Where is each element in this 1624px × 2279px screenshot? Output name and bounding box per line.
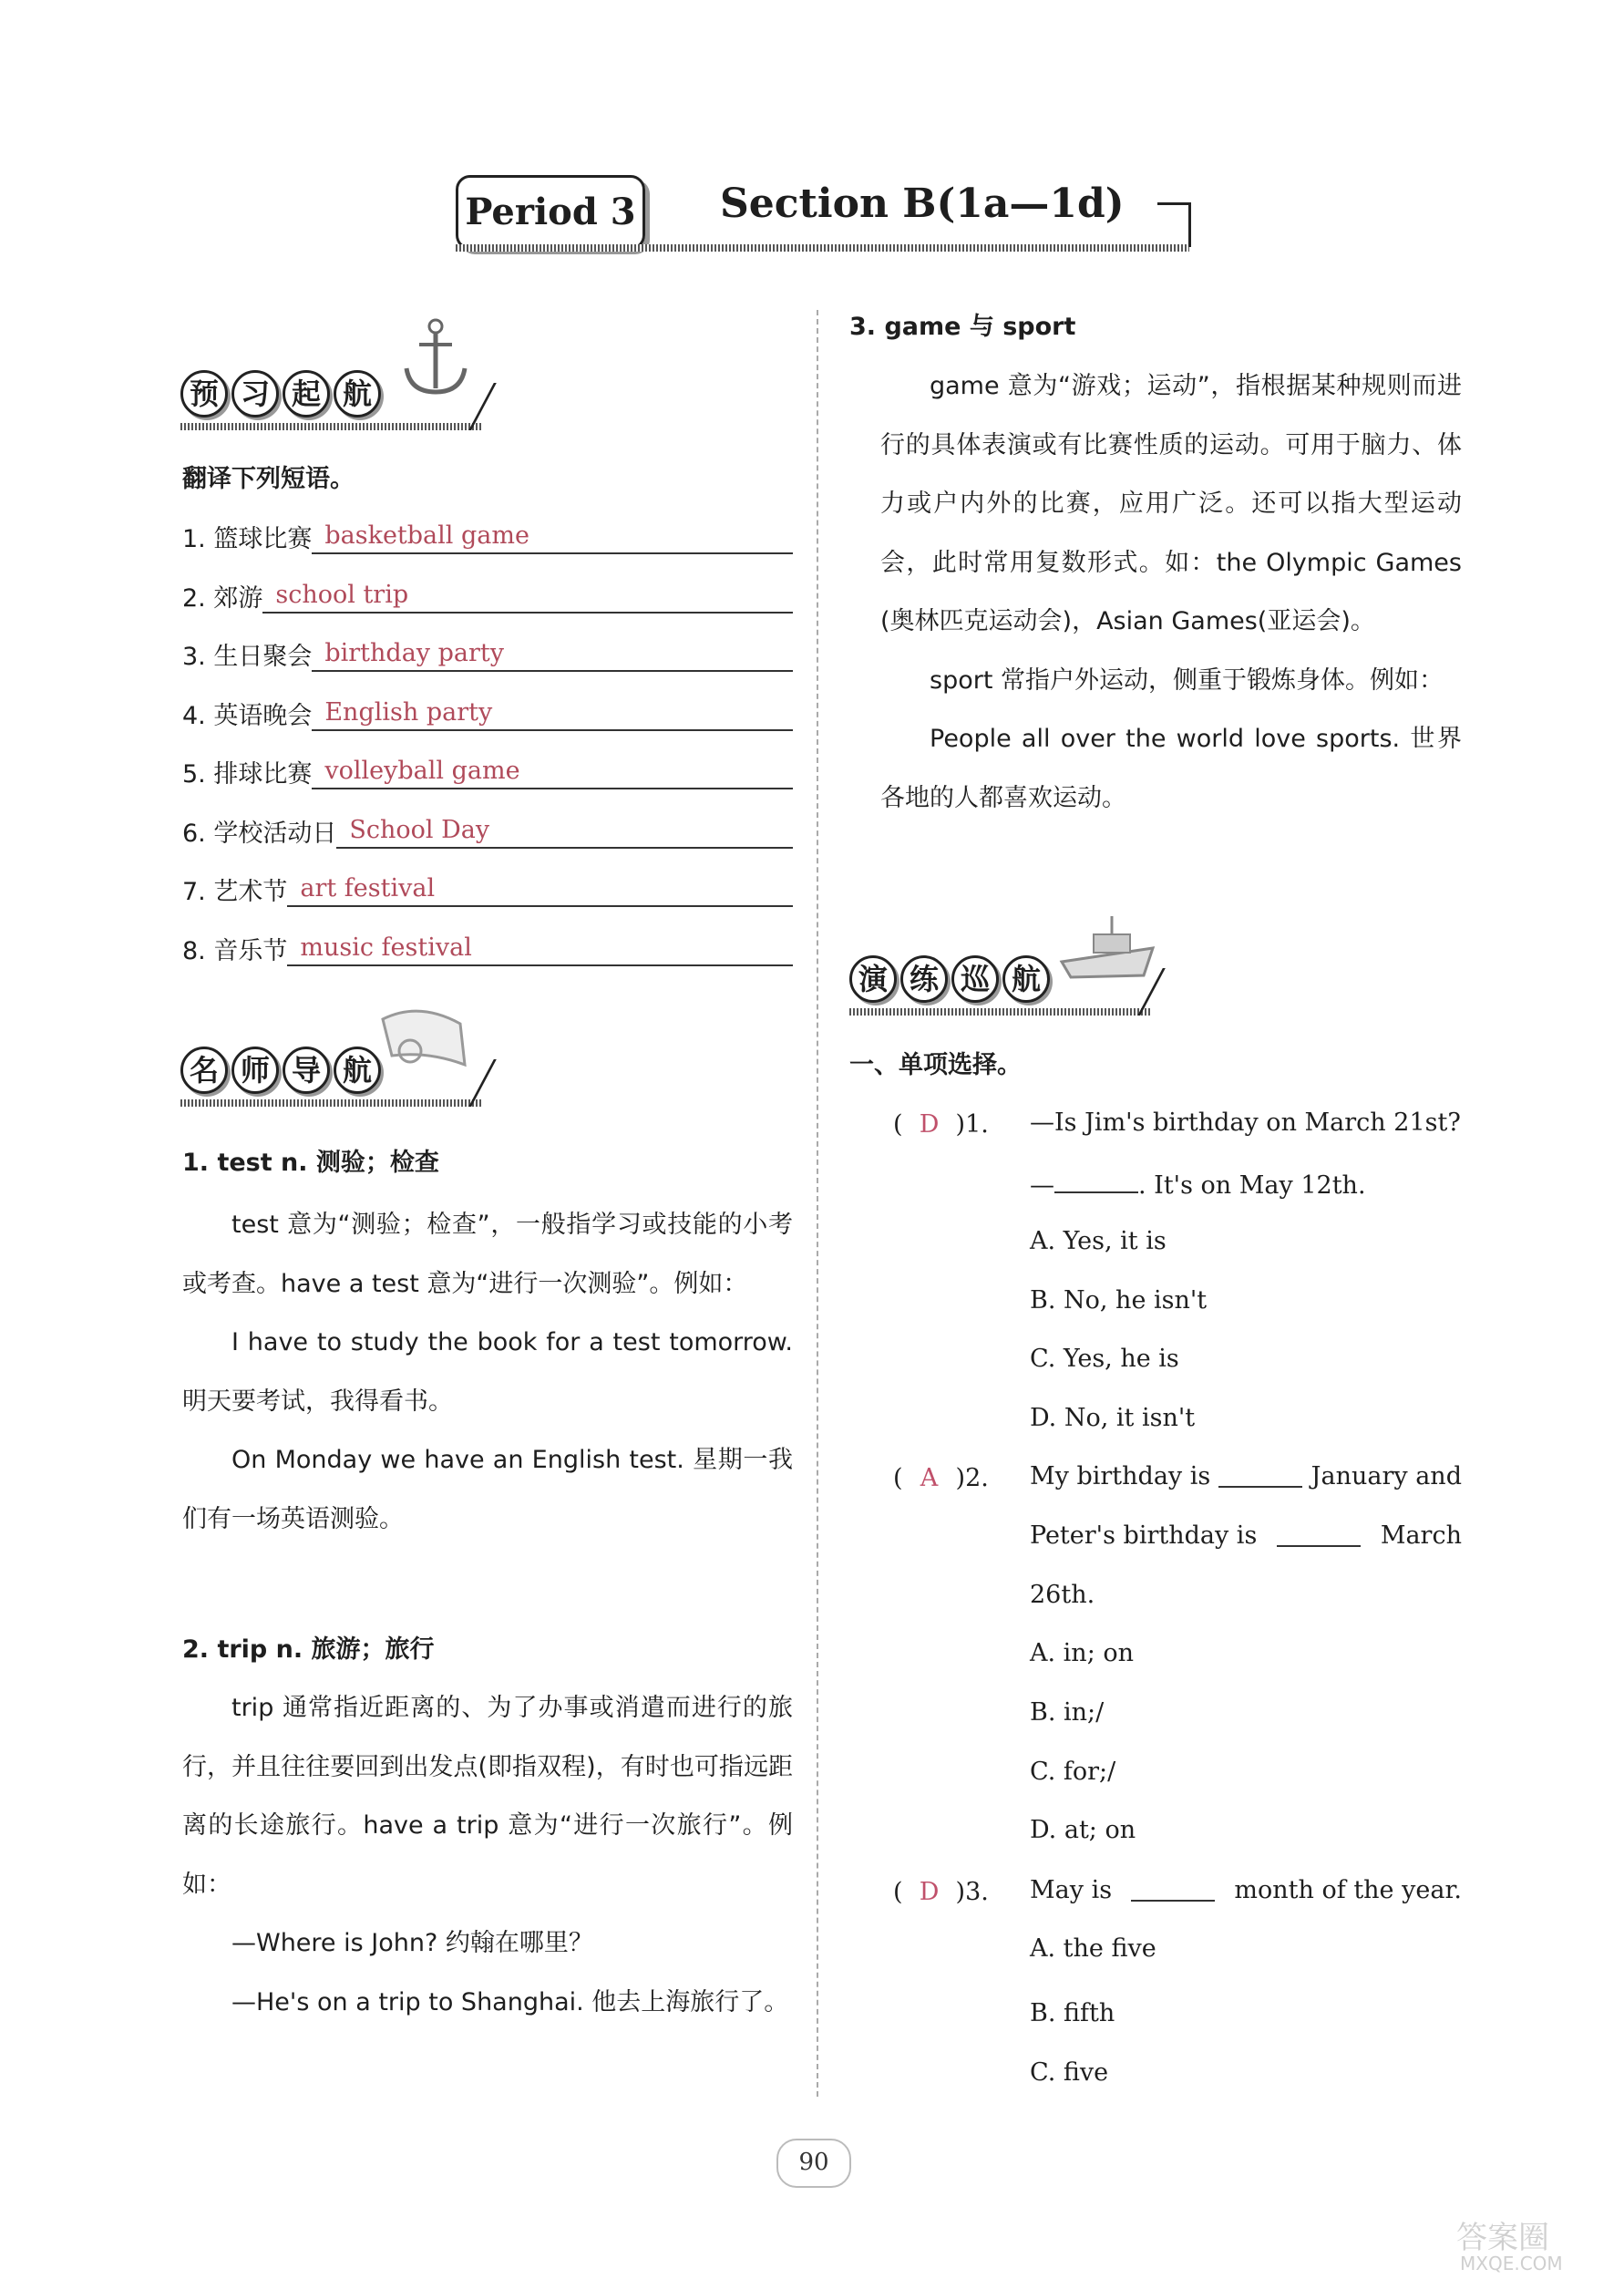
blank-line <box>1054 1170 1138 1193</box>
answer-field: English party <box>312 696 793 731</box>
svg-text:MXQE.COM: MXQE.COM <box>1460 2253 1563 2274</box>
badge-char: 导 <box>283 1047 330 1094</box>
ship-icon <box>1057 912 1157 985</box>
header-rule <box>456 244 1189 252</box>
note-heading-game: 3. game 与 sport <box>849 313 1076 341</box>
q3-option: C. five <box>1030 2058 1109 2087</box>
q2-stem-3: 26th. <box>1030 1581 1095 1609</box>
q1-option: C. Yes, he is <box>1030 1345 1179 1373</box>
list-item: 8. 音乐节 music festival <box>182 930 793 966</box>
badge-char: 演 <box>849 955 897 1003</box>
badge-preview <box>180 363 509 436</box>
q2-option: D. at; on <box>1030 1816 1136 1844</box>
practice-heading: 一、单项选择。 <box>849 1051 1022 1079</box>
question-2: ( A )2. <box>893 1464 989 1492</box>
note-body-test: test 意为“测验；检查”，一般指学习或技能的小考或考查。have a test 意为“进行一次测验”。例如： I have to study the book for a test tomorrow. 明天要考试，我得看书。 On Monday we have an English test. 星期一我们有一场英语测验。 <box>182 1211 793 1533</box>
preview-instruction: 翻译下列短语。 <box>182 465 355 493</box>
badge-practice <box>849 948 1177 1021</box>
badge-teacher <box>180 1039 509 1112</box>
blank-line <box>1131 1878 1215 1902</box>
answer-mark: D <box>919 1878 940 1906</box>
badge-char: 巡 <box>951 955 999 1003</box>
badge-char: 航 <box>334 370 381 418</box>
answer-field: art festival <box>287 872 793 907</box>
list-item: 1. 篮球比赛 basketball game <box>182 518 793 554</box>
q3-option: B. fifth <box>1030 1999 1115 2027</box>
list-item: 3. 生日聚会 birthday party <box>182 635 793 672</box>
badge-char: 练 <box>900 955 948 1003</box>
note-body-game: game 意为“游戏；运动”，指根据某种规则而进行的具体表演或有比赛性质的运动。可用于脑力、体力或户内外的比赛，应用广泛。还可以指大型运动会，此时常用复数形式。如：the Olympic Games (奥林匹克运动会)，Asian Games(亚运会)。 sport 常指户外运动，侧重于锻炼身体。例如： People all over the world love sports. 世界各地的人都喜欢运动。 <box>880 372 1462 812</box>
q3-stem: May is month of the year. <box>1030 1876 1462 1904</box>
list-item: 2. 郊游 school trip <box>182 577 793 614</box>
list-item: 6. 学校活动日 School Day <box>182 812 793 849</box>
watermark <box>1456 2217 1611 2277</box>
answer-mark: A <box>920 1464 939 1492</box>
answer-field: school trip <box>262 579 793 614</box>
list-item: 4. 英语晚会 English party <box>182 695 793 731</box>
answer-field: basketball game <box>312 520 793 554</box>
answer-mark: D <box>919 1110 940 1139</box>
badge-char: 名 <box>180 1047 228 1094</box>
column-divider <box>817 310 818 2097</box>
note-body-trip: trip 通常指近距离的、为了办事或消遣而进行的旅行，并且往往要回到出发点(即指双程)，有时也可指远距离的长途旅行。have a trip 意为“进行一次旅行”。例如： —Where is John? 约翰在哪里？ —He's on a trip to Shanghai. 他去上海旅行了。 <box>182 1694 793 2016</box>
answer-field: music festival <box>287 932 793 966</box>
blank-line <box>1218 1464 1302 1488</box>
section-title: Section B(1a—1d) <box>720 180 1125 227</box>
blank-line <box>1277 1523 1361 1547</box>
badge-char: 师 <box>231 1047 279 1094</box>
answer-field: birthday party <box>312 637 793 672</box>
q1-stem-2: — . It's on May 12th. <box>1030 1171 1366 1200</box>
period-label: Period 3 <box>456 175 645 250</box>
q2-option: A. in; on <box>1030 1639 1135 1667</box>
header-hook <box>1157 202 1191 247</box>
page-number: 90 <box>776 2139 851 2188</box>
badge-char: 预 <box>180 370 228 418</box>
q2-stem: My birthday is January and <box>1030 1462 1462 1490</box>
q1-stem: —Is Jim's birthday on March 21st? <box>1030 1109 1461 1137</box>
note-heading-test: 1. test n. 测验；检查 <box>182 1149 439 1177</box>
question-3: ( D )3. <box>893 1878 989 1906</box>
q2-option: B. in;/ <box>1030 1698 1105 1727</box>
anchor-icon <box>399 317 472 399</box>
svg-text:答案圈: 答案圈 <box>1456 2220 1549 2256</box>
answer-field: School Day <box>336 814 793 849</box>
list-item: 7. 艺术节 art festival <box>182 871 793 907</box>
question-1: ( D )1. <box>893 1110 989 1139</box>
badge-char: 习 <box>231 370 279 418</box>
q3-option: A. the five <box>1030 1934 1156 1963</box>
q2-stem-2: Peter's birthday is March <box>1030 1521 1462 1550</box>
q1-option: D. No, it isn't <box>1030 1404 1196 1432</box>
answer-field: volleyball game <box>312 755 793 789</box>
q2-option: C. for;/ <box>1030 1758 1116 1786</box>
badge-char: 航 <box>1002 955 1050 1003</box>
badge-char: 起 <box>283 370 330 418</box>
badge-char: 航 <box>334 1047 381 1094</box>
q1-option: A. Yes, it is <box>1030 1227 1167 1255</box>
list-item: 5. 排球比赛 volleyball game <box>182 753 793 789</box>
note-heading-trip: 2. trip n. 旅游；旅行 <box>182 1635 435 1664</box>
phrase-list <box>182 518 793 966</box>
telescope-icon <box>374 1001 474 1074</box>
q1-option: B. No, he isn't <box>1030 1286 1208 1315</box>
